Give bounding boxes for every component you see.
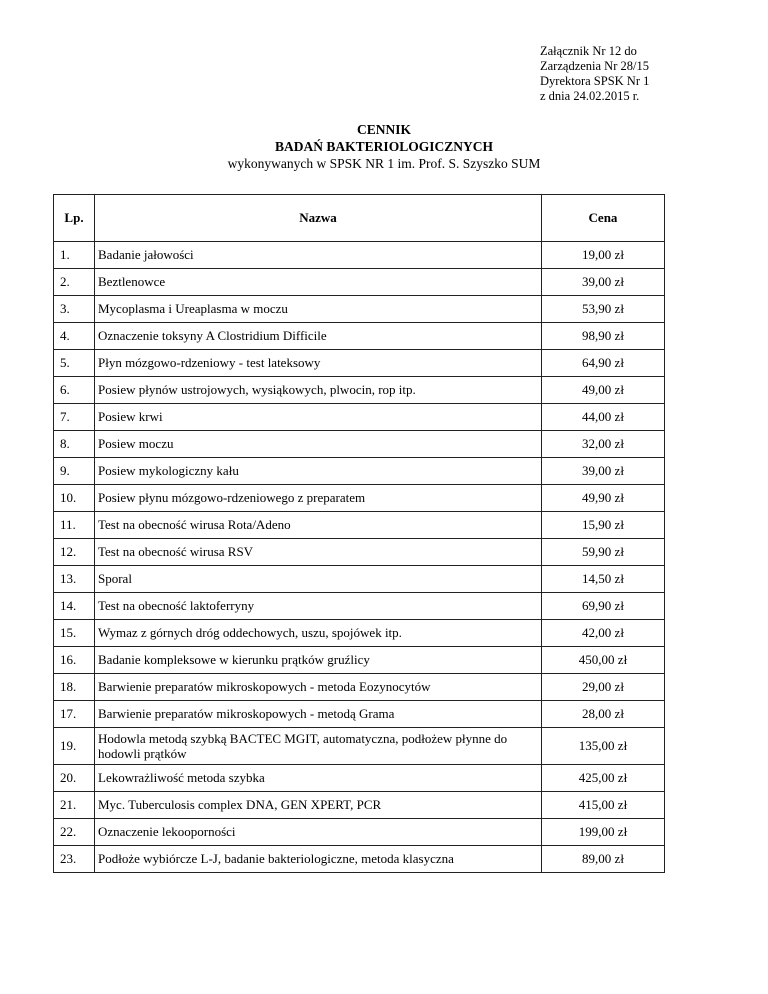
- row-price: 135,00 zł: [542, 728, 665, 765]
- table-row: [54, 269, 665, 296]
- row-price: 29,00 zł: [542, 674, 665, 701]
- row-price: 59,90 zł: [542, 539, 665, 566]
- annex-line-3: Dyrektora SPSK Nr 1: [540, 74, 650, 88]
- row-number: 10.: [54, 485, 95, 512]
- table-row: [54, 458, 665, 485]
- row-price: 49,90 zł: [542, 485, 665, 512]
- row-number: 15.: [54, 620, 95, 647]
- row-price: 199,00 zł: [542, 819, 665, 846]
- row-name: Badanie kompleksowe w kierunku prątków gruźlicy: [95, 647, 542, 674]
- table-row: [54, 647, 665, 674]
- document-heading: [0, 121, 768, 172]
- table-row: [54, 539, 665, 566]
- row-price: 28,00 zł: [542, 701, 665, 728]
- table-row: [54, 846, 665, 873]
- row-name: Test na obecność laktoferryny: [95, 593, 542, 620]
- row-name: Lekowrażliwość metoda szybka: [95, 765, 542, 792]
- table-row: [54, 431, 665, 458]
- row-price: 39,00 zł: [542, 269, 665, 296]
- row-number: 23.: [54, 846, 95, 873]
- row-number: 9.: [54, 458, 95, 485]
- row-number: 16.: [54, 647, 95, 674]
- row-number: 14.: [54, 593, 95, 620]
- row-number: 6.: [54, 377, 95, 404]
- row-name: Hodowla metodą szybką BACTEC MGIT, automatyczna, podłożew płynne do hodowli prątków: [95, 728, 542, 765]
- table-header-row: [54, 195, 665, 242]
- row-name: Posiew krwi: [95, 404, 542, 431]
- table-row: [54, 242, 665, 269]
- table-row: [54, 323, 665, 350]
- document-note: wykonywanych w SPSK NR 1 im. Prof. S. Szyszko SUM: [227, 156, 541, 171]
- table-row: [54, 350, 665, 377]
- row-price: 19,00 zł: [542, 242, 665, 269]
- annex-line-4: z dnia 24.02.2015 r.: [540, 89, 640, 103]
- row-name: Barwienie preparatów mikroskopowych - metoda Eozynocytów: [95, 674, 542, 701]
- table-row: [54, 566, 665, 593]
- row-name: Barwienie preparatów mikroskopowych - metodą Grama: [95, 701, 542, 728]
- row-name: Mycoplasma i Ureaplasma w moczu: [95, 296, 542, 323]
- row-price: 39,00 zł: [542, 458, 665, 485]
- table-row: [54, 728, 665, 765]
- row-price: 425,00 zł: [542, 765, 665, 792]
- document-title: CENNIK: [356, 122, 411, 137]
- table-row: [54, 485, 665, 512]
- row-number: 11.: [54, 512, 95, 539]
- row-price: 44,00 zł: [542, 404, 665, 431]
- row-number: 4.: [54, 323, 95, 350]
- document-subtitle: BADAŃ BAKTERIOLOGICZNYCH: [275, 139, 493, 154]
- row-number: 22.: [54, 819, 95, 846]
- row-name: Oznaczenie toksyny A Clostridium Difficile: [95, 323, 542, 350]
- table-row: [54, 404, 665, 431]
- row-price: 415,00 zł: [542, 792, 665, 819]
- row-number: 7.: [54, 404, 95, 431]
- annex-line-2: Zarządzenia Nr 28/15: [540, 59, 649, 73]
- row-name: Oznaczenie lekooporności: [95, 819, 542, 846]
- row-price: 64,90 zł: [542, 350, 665, 377]
- row-number: 12.: [54, 539, 95, 566]
- header-lp: Lp.: [54, 195, 95, 242]
- row-number: 17.: [54, 701, 95, 728]
- row-price: 98,90 zł: [542, 323, 665, 350]
- row-price: 450,00 zł: [542, 647, 665, 674]
- row-name: Posiew mykologiczny kału: [95, 458, 542, 485]
- row-price: 14,50 zł: [542, 566, 665, 593]
- row-price: 32,00 zł: [542, 431, 665, 458]
- row-number: 3.: [54, 296, 95, 323]
- price-table: [53, 194, 665, 873]
- table-row: [54, 296, 665, 323]
- table-row: [54, 701, 665, 728]
- row-number: 13.: [54, 566, 95, 593]
- row-name: Podłoże wybiórcze L-J, badanie bakteriologiczne, metoda klasyczna: [95, 846, 542, 873]
- table-row: [54, 377, 665, 404]
- row-name: Posiew płynów ustrojowych, wysiąkowych, plwocin, rop itp.: [95, 377, 542, 404]
- table-row: [54, 512, 665, 539]
- row-name: Myc. Tuberculosis complex DNA, GEN XPERT, PCR: [95, 792, 542, 819]
- row-price: 89,00 zł: [542, 846, 665, 873]
- row-name: Wymaz z górnych dróg oddechowych, uszu, spojówek itp.: [95, 620, 542, 647]
- row-name: Sporal: [95, 566, 542, 593]
- annex-line-1: Załącznik Nr 12 do: [540, 44, 637, 58]
- row-number: 5.: [54, 350, 95, 377]
- row-name: Badanie jałowości: [95, 242, 542, 269]
- row-price: 49,00 zł: [542, 377, 665, 404]
- row-name: Posiew płynu mózgowo-rdzeniowego z preparatem: [95, 485, 542, 512]
- row-number: 2.: [54, 269, 95, 296]
- row-number: 8.: [54, 431, 95, 458]
- row-number: 20.: [54, 765, 95, 792]
- row-name: Posiew moczu: [95, 431, 542, 458]
- table-row: [54, 674, 665, 701]
- row-number: 1.: [54, 242, 95, 269]
- row-price: 15,90 zł: [542, 512, 665, 539]
- row-number: 19.: [54, 728, 95, 765]
- row-price: 53,90 zł: [542, 296, 665, 323]
- row-name: Płyn mózgowo-rdzeniowy - test lateksowy: [95, 350, 542, 377]
- header-name: Nazwa: [95, 195, 542, 242]
- annex-note: [540, 44, 649, 104]
- table-row: [54, 765, 665, 792]
- table-row: [54, 819, 665, 846]
- row-name: Test na obecność wirusa RSV: [95, 539, 542, 566]
- row-number: 18.: [54, 674, 95, 701]
- row-price: 42,00 zł: [542, 620, 665, 647]
- table-row: [54, 620, 665, 647]
- table-row: [54, 792, 665, 819]
- row-price: 69,90 zł: [542, 593, 665, 620]
- row-number: 21.: [54, 792, 95, 819]
- table-row: [54, 593, 665, 620]
- row-name: Test na obecność wirusa Rota/Adeno: [95, 512, 542, 539]
- row-name: Beztlenowce: [95, 269, 542, 296]
- header-price: Cena: [542, 195, 665, 242]
